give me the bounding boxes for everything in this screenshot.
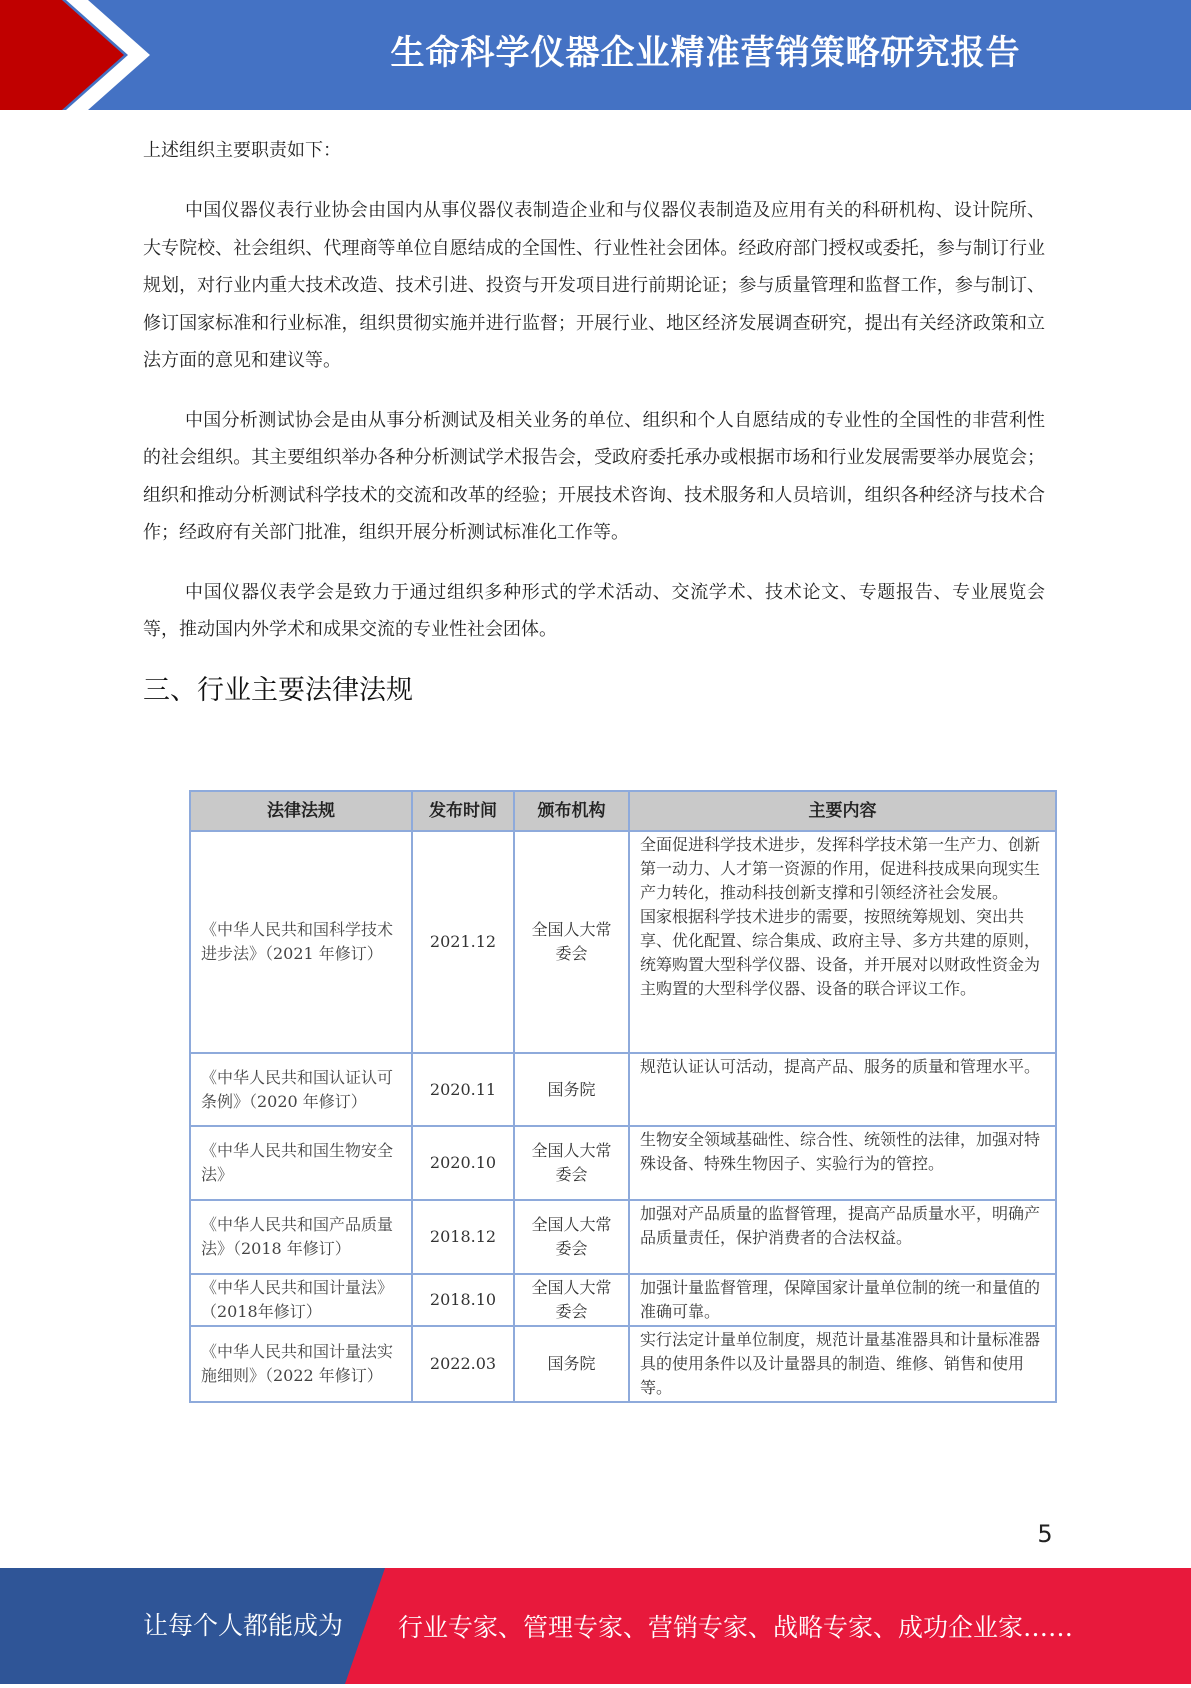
issuing-body: 全国人大常委会 — [514, 1200, 629, 1274]
law-name: 《中华人民共和国计量法》（2018年修订） — [190, 1274, 412, 1326]
table-row — [190, 1200, 1056, 1274]
law-name: 《中华人民共和国计量法实施细则》（2022 年修订） — [190, 1326, 412, 1402]
content-text: 生物安全领域基础性、综合性、统领性的法律，加强对特殊设备、特殊生物因子、实验行为的管控。 — [640, 1130, 1041, 1173]
issuing-body: 国务院 — [514, 1326, 629, 1402]
footer-slogan-left: 让每个人都能成为 — [143, 1611, 344, 1640]
laws-table — [189, 790, 1057, 1403]
issuing-body: 国务院 — [514, 1053, 629, 1126]
publish-date: 2020.11 — [412, 1053, 514, 1126]
intro-text: 上述组织主要职责如下： — [143, 140, 341, 161]
page-header — [0, 0, 1191, 110]
content-text: 实行法定计量单位制度，规范计量基准器具和计量标准器具的使用条件以及计量器具的制造、维修、销售和使用等。 — [640, 1330, 1041, 1397]
table-header-row — [190, 791, 1056, 831]
header-arrow-decoration — [0, 0, 240, 110]
publish-date: 2022.03 — [412, 1326, 514, 1402]
content-text: 加强对产品质量的监督管理，提高产品质量水平，明确产品质量责任，保护消费者的合法权益。 — [640, 1204, 1041, 1247]
page-footer — [0, 1568, 1191, 1684]
issuing-body: 全国人大常委会 — [514, 1274, 629, 1326]
column-header-org: 颁布机构 — [514, 791, 629, 831]
table-row — [190, 831, 1056, 1053]
content-text: 全面促进科学技术进步，发挥科学技术第一生产力、创新第一动力、人才第一资源的作用，促进科技成果向现实生产力转化，推动科技创新支撑和引领经济社会发展。 — [640, 835, 1041, 902]
paragraph-instrument-industry-association: 中国仪器仪表行业协会由国内从事仪器仪表制造企业和与仪器仪表制造及应用有关的科研机构、设计院所、大专院校、社会组织、代理商等单位自愿结成的全国性、行业性社会团体。经政府部门授权或委托，参与制订行业规划，对行业内重大技术改造、技术引进、投资与开发项目进行前期论证；参与质量管理和监督工作，参与制订、修订国家标准和行业标准，组织贯彻实施并进行监督；开展行业、地区经济发展调查研究，提出有关经济政策和立法方面的意见和建议等。 — [143, 200, 1045, 371]
issuing-body: 全国人大常委会 — [514, 1126, 629, 1200]
table-row — [190, 1326, 1056, 1402]
publish-date: 2018.10 — [412, 1274, 514, 1326]
publish-date: 2020.10 — [412, 1126, 514, 1200]
table-row — [190, 1053, 1056, 1126]
column-header-date: 发布时间 — [412, 791, 514, 831]
main-content-cell — [629, 1200, 1056, 1274]
main-content-cell — [629, 1053, 1056, 1126]
table-row — [190, 1126, 1056, 1200]
section-heading: 三、行业主要法律法规 — [143, 674, 413, 706]
main-content-cell — [629, 1126, 1056, 1200]
report-title: 生命科学仪器企业精准营销策略研究报告 — [390, 33, 1021, 73]
column-header-law: 法律法规 — [190, 791, 412, 831]
law-name: 《中华人民共和国认证认可条例》（2020 年修订） — [190, 1053, 412, 1126]
content-text: 国家根据科学技术进步的需要，按照统筹规划、突出共享、优化配置、综合集成、政府主导、多方共建的原则，统筹购置大型科学仪器、设备，并开展对以财政性资金为主购置的大型科学仪器、设备的联合评议工作。 — [640, 907, 1041, 998]
issuing-body: 全国人大常委会 — [514, 831, 629, 1053]
page-number: 5 — [1037, 1520, 1053, 1548]
main-content-cell — [629, 831, 1056, 1053]
table-row — [190, 1274, 1056, 1326]
column-header-content: 主要内容 — [629, 791, 1056, 831]
main-content-cell — [629, 1274, 1056, 1326]
publish-date: 2021.12 — [412, 831, 514, 1053]
publish-date: 2018.12 — [412, 1200, 514, 1274]
law-name: 《中华人民共和国产品质量法》（2018 年修订） — [190, 1200, 412, 1274]
footer-slogan-right: 行业专家、管理专家、营销专家、战略专家、成功企业家…… — [398, 1613, 1074, 1642]
paragraph-instrument-society: 中国仪器仪表学会是致力于通过组织多种形式的学术活动、交流学术、技术论文、专题报告、专业展览会等，推动国内外学术和成果交流的专业性社会团体。 — [143, 581, 1045, 640]
main-content-cell — [629, 1326, 1056, 1402]
law-name: 《中华人民共和国生物安全法》 — [190, 1126, 412, 1200]
content-text: 加强计量监督管理，保障国家计量单位制的统一和量值的准确可靠。 — [640, 1278, 1041, 1321]
main-content — [143, 136, 1045, 711]
content-text: 规范认证认可活动，提高产品、服务的质量和管理水平。 — [640, 1057, 1041, 1076]
paragraph-analysis-testing-association: 中国分析测试协会是由从事分析测试及相关业务的单位、组织和个人自愿结成的专业性的全国性的非营利性的社会组织。其主要组织举办各种分析测试学术报告会，受政府委托承办或根据市场和行业发展需要举办展览会；组织和推动分析测试科学技术的交流和改革的经验；开展技术咨询、技术服务和人员培训，组织各种经济与技术合作；经政府有关部门批准，组织开展分析测试标准化工作等。 — [143, 409, 1045, 543]
law-name: 《中华人民共和国科学技术进步法》（2021 年修订） — [190, 831, 412, 1053]
